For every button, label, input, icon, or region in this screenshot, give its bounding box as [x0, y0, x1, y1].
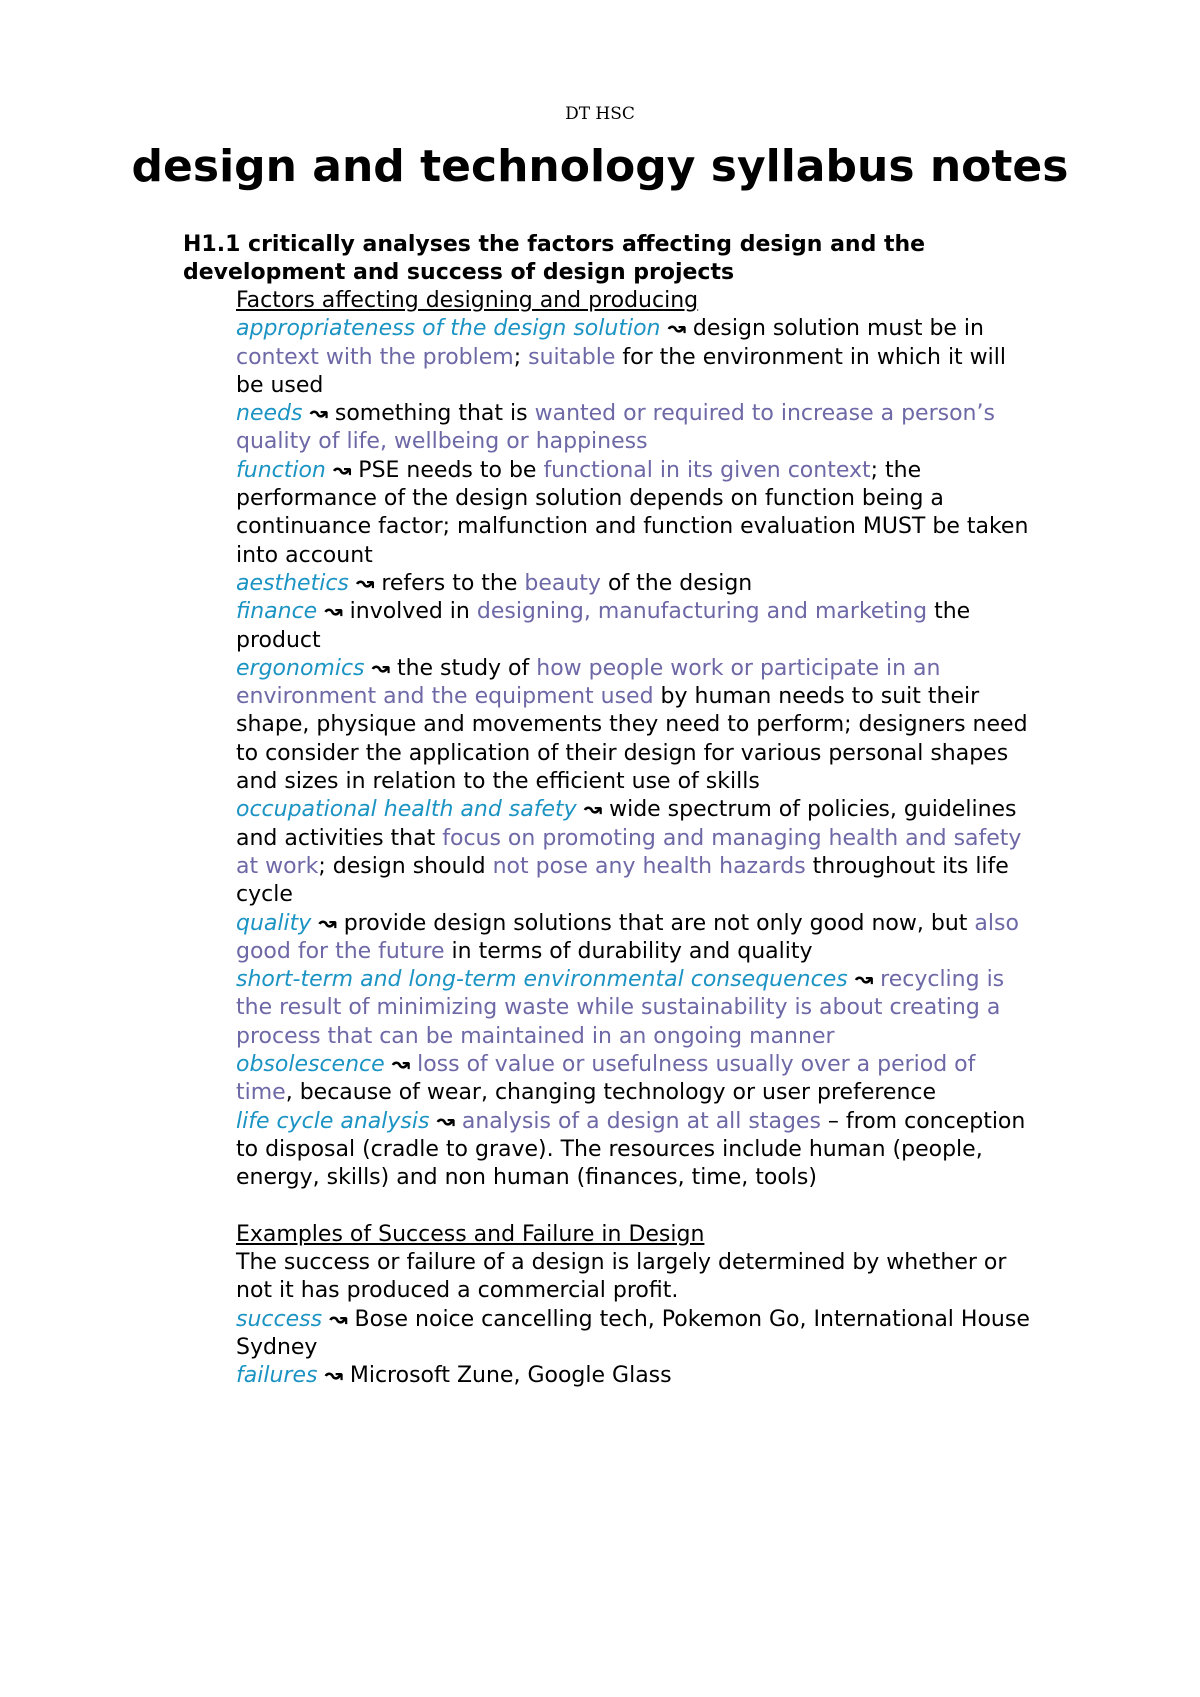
- definition-text: , because of wear, changing technology or user preference: [285, 1080, 937, 1106]
- definition-text: the product: [236, 599, 971, 653]
- factor-item: [236, 796, 1036, 909]
- definition-text: Microsoft Zune, Google Glass: [342, 1363, 672, 1389]
- term-label: short-term and long-term environmental consequences: [236, 967, 848, 993]
- factor-item: [236, 910, 1036, 967]
- factor-item: [236, 1051, 1036, 1108]
- term-label: quality: [236, 910, 312, 936]
- definition-text: ;: [513, 344, 529, 370]
- factor-item: [236, 457, 1036, 570]
- definition-text: – from conception to disposal (cradle to grave). The resources include human (people, energy, skills) and non human (finances, time, tools): [236, 1108, 1026, 1191]
- highlighted-text: loss of value or usefulness usually over a period of time: [236, 1052, 976, 1106]
- term-label: obsolescence: [236, 1052, 385, 1078]
- examples-list: [236, 1306, 1036, 1391]
- section-heading-factors: Factors affecting designing and producing: [236, 288, 699, 313]
- definition-text: Bose noice cancelling tech, Pokemon Go, International House Sydney: [236, 1306, 1030, 1360]
- squiggle-arrow-icon: ↝: [854, 967, 874, 993]
- highlighted-text: also good for the future: [236, 910, 1019, 964]
- definition-text: design solution must be in: [685, 316, 984, 342]
- factor-item: [236, 966, 1036, 1051]
- definition-text: PSE needs to be: [351, 457, 544, 483]
- highlighted-text: context with the problem: [236, 344, 514, 370]
- highlighted-text: not pose any health hazards: [492, 853, 806, 879]
- definition-text: provide design solutions that are not only good now, but: [336, 910, 975, 936]
- squiggle-arrow-icon: ↝: [318, 910, 337, 936]
- definition-text: [455, 1109, 462, 1134]
- definition-text: something that is: [327, 401, 535, 427]
- example-item: [236, 1306, 1036, 1363]
- term-label: appropriateness of the design solution: [236, 316, 661, 342]
- definition-text: involved in: [342, 599, 477, 625]
- factor-item: [236, 315, 1036, 400]
- squiggle-arrow-icon: ↝: [324, 599, 343, 625]
- highlighted-text: designing, manufacturing and marketing: [476, 599, 928, 625]
- factor-item: [236, 598, 1036, 655]
- example-item: [236, 1362, 1036, 1390]
- squiggle-arrow-icon: ↝: [329, 1306, 348, 1332]
- highlighted-text: wanted or required to increase a person’s quality of life, wellbeing or happiness: [236, 401, 995, 455]
- factor-item: [236, 570, 1036, 598]
- document-header: DT HSC: [565, 104, 635, 124]
- definition-text: of the design: [600, 570, 753, 596]
- term-label: success: [236, 1306, 323, 1332]
- syllabus-outcome: H1.1 critically analyses the factors affecting design and the development and success of design projects: [183, 232, 926, 286]
- squiggle-arrow-icon: ↝: [371, 655, 390, 681]
- squiggle-arrow-icon: ↝: [324, 1363, 343, 1389]
- term-label: ergonomics: [236, 655, 365, 681]
- factor-item: [236, 655, 1036, 796]
- highlighted-text: recycling is the result of minimizing waste while sustainability is about creating a process that can be maintained in an ongoing manner: [236, 967, 1005, 1049]
- squiggle-arrow-icon: ↝: [391, 1052, 411, 1078]
- squiggle-arrow-icon: ↝: [583, 797, 603, 823]
- definition-text: ; the performance of the design solution depends on function being a continuance factor; malfunction and function evaluation MUST be taken into account: [236, 457, 1029, 568]
- term-label: life cycle analysis: [236, 1108, 430, 1134]
- examples-intro: The success or failure of a design is largely determined by whether or not it has produced a commercial profit.: [236, 1250, 1007, 1304]
- definition-text: wide spectrum of policies, guidelines and activities that: [236, 797, 1017, 851]
- term-label: occupational health and safety: [236, 797, 577, 823]
- section-heading-examples: Examples of Success and Failure in Design: [236, 1221, 705, 1247]
- squiggle-arrow-icon: ↝: [332, 457, 352, 483]
- term-label: finance: [236, 599, 318, 625]
- definition-text: ; design should: [318, 853, 493, 879]
- definition-text: refers to the: [374, 570, 525, 596]
- term-label: aesthetics: [236, 570, 349, 596]
- definition-text: the study of: [389, 655, 537, 681]
- term-label: failures: [236, 1363, 318, 1389]
- definition-text: by human needs to suit their shape, physique and movements they need to perform; designers need to consider the application of their design for various personal shapes and sizes in relation to the efficient use of skills: [236, 684, 1028, 795]
- document-title: design and technology syllabus notes: [131, 141, 1069, 192]
- highlighted-text: analysis of a design at all stages: [461, 1108, 821, 1134]
- factor-item: [236, 400, 1036, 457]
- highlighted-text: beauty: [524, 570, 601, 596]
- highlighted-text: focus on promoting and managing health and safety at work: [236, 825, 1022, 879]
- term-label: needs: [236, 401, 303, 427]
- squiggle-arrow-icon: ↝: [436, 1108, 455, 1134]
- squiggle-arrow-icon: ↝: [355, 570, 375, 596]
- highlighted-text: how people work or participate in an environment and the equipment used: [236, 655, 941, 710]
- notes-body: [236, 287, 1036, 1391]
- highlighted-text: suitable: [528, 344, 616, 370]
- squiggle-arrow-icon: ↝: [309, 401, 328, 427]
- definition-text: throughout its life cycle: [236, 853, 1009, 908]
- definition-text: in terms of durability and quality: [444, 938, 813, 964]
- highlighted-text: functional in its given context: [543, 457, 871, 483]
- squiggle-arrow-icon: ↝: [667, 316, 686, 342]
- term-label: function: [236, 457, 326, 483]
- factor-item: [236, 1108, 1036, 1193]
- definition-text: for the environment in which it will be used: [236, 344, 1007, 398]
- factors-list: [236, 315, 1036, 1192]
